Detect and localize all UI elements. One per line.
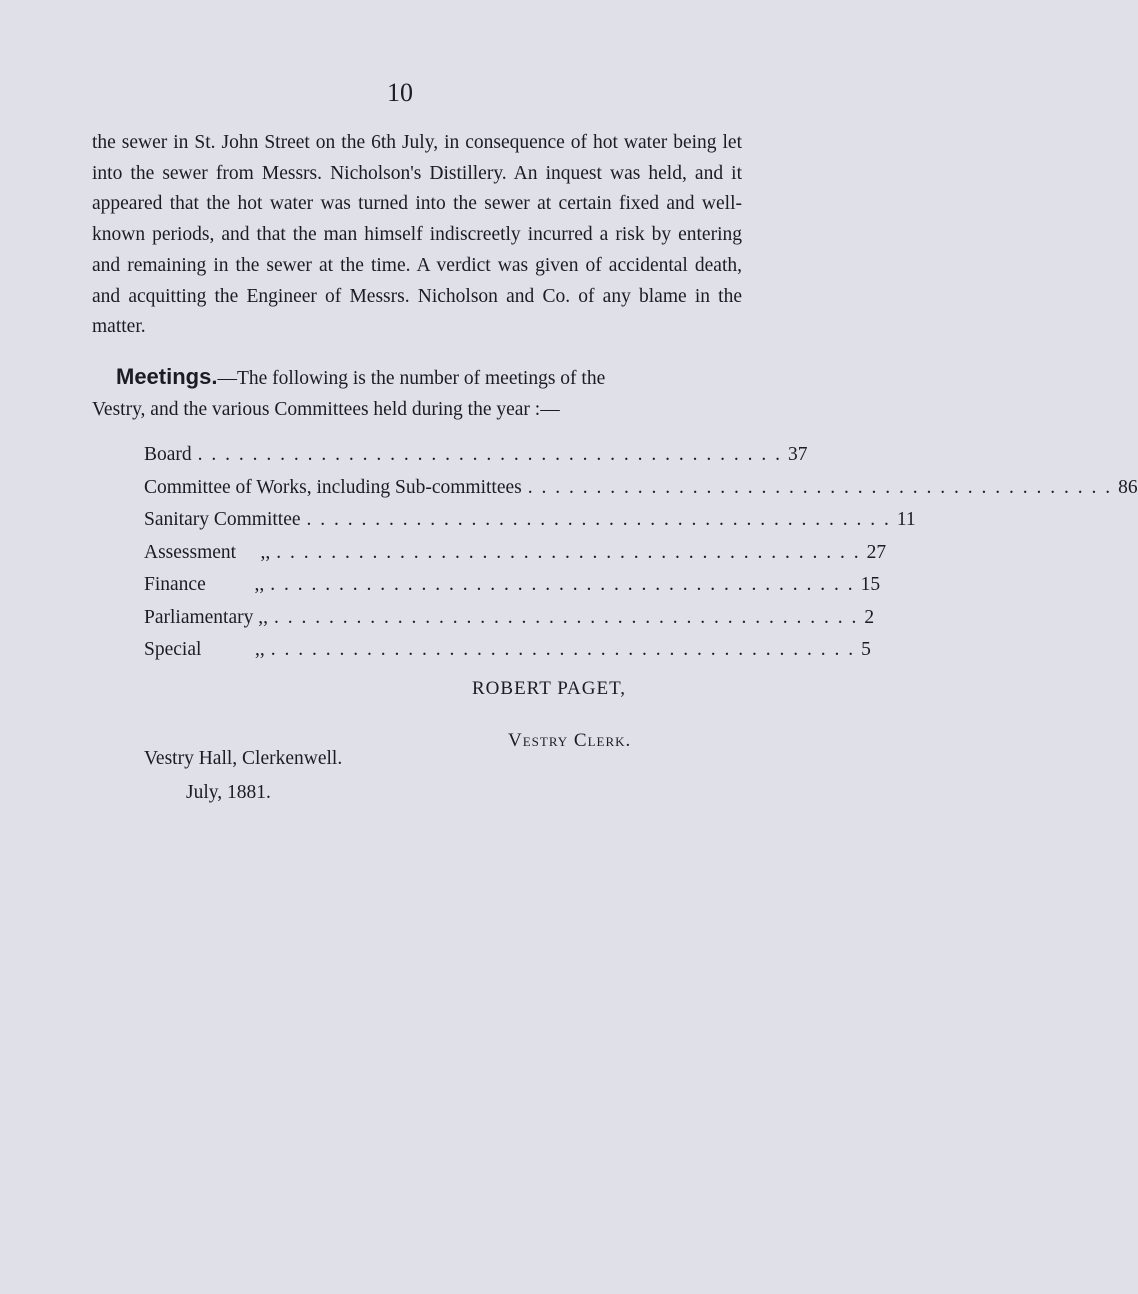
meeting-count: 5 bbox=[861, 639, 871, 660]
meetings-intro-line1: —The following is the number of meetings of the bbox=[217, 368, 606, 389]
meetings-heading: Meetings. bbox=[116, 364, 218, 389]
meetings-intro-line2: Vestry, and the various Committees held during the year :— bbox=[92, 398, 560, 420]
meeting-label: Committee of Works, including Sub-committees bbox=[144, 476, 522, 498]
page-number: 10 bbox=[387, 78, 413, 107]
list-item bbox=[144, 606, 875, 640]
meeting-count: 15 bbox=[860, 574, 881, 595]
list-item bbox=[144, 639, 871, 672]
list-item bbox=[144, 476, 1138, 510]
body-paragraph: the sewer in St. John Street on the 6th July, in consequence of hot water being let into the sewer from Messrs. Nicholson's Distillery. An inquest was held, and it appeared that the hot water was turned into the sewer at certain fixed and well-known periods, and that the man himself indiscreetly incurred a risk by entering and remaining in the sewer at the time. A verdict was given of accidental death, and acquitting the Engineer of Messrs. Nicholson and Co. of any blame in the matter. bbox=[92, 132, 742, 338]
list-item bbox=[144, 509, 916, 542]
meeting-label: Finance ,, bbox=[144, 574, 265, 595]
place-line: Vestry Hall, Clerkenwell. bbox=[144, 748, 343, 769]
list-item bbox=[144, 574, 881, 607]
meetings-first-line bbox=[92, 362, 742, 395]
meeting-count: 11 bbox=[896, 509, 916, 530]
meeting-label: Assessment ,, bbox=[144, 541, 271, 563]
leader-dots: . . . . . . . . . . . . . . . . . . . . . . . . . . . . . . . . . . . . . . . . . . . bbox=[306, 509, 891, 530]
leader-dots: . . . . . . . . . . . . . . . . . . . . . . . . . . . . . . . . . . . . . . . . . . . bbox=[276, 541, 861, 563]
leader-dots: . . . . . . . . . . . . . . . . . . . . . . . . . . . . . . . . . . . . . . . . . . . bbox=[270, 639, 856, 660]
meeting-label: Sanitary Committee bbox=[144, 509, 301, 530]
leader-dots: . . . . . . . . . . . . . . . . . . . . . . . . . . . . . . . . . . . . . . . . . . . bbox=[527, 476, 1113, 498]
meeting-label: Special ,, bbox=[144, 639, 265, 660]
signatory-name: ROBERT PAGET, bbox=[472, 678, 627, 699]
leader-dots: . . . . . . . . . . . . . . . . . . . . . . . . . . . . . . . . . . . . . . . . . . . bbox=[274, 606, 859, 628]
meeting-label: Parliamentary ,, bbox=[144, 606, 268, 628]
date-line: July, 1881. bbox=[186, 782, 271, 803]
signatory-title: Vestry Clerk. bbox=[508, 730, 632, 751]
meeting-count: 86 bbox=[1118, 476, 1138, 498]
list-item bbox=[144, 444, 808, 477]
leader-dots: . . . . . . . . . . . . . . . . . . . . . . . . . . . . . . . . . . . . . . . . . . . bbox=[270, 574, 855, 595]
meetings-list bbox=[144, 444, 1138, 672]
leader-dots: . . . . . . . . . . . . . . . . . . . . . . . . . . . . . . . . . . . . . . . . . . . bbox=[197, 444, 783, 465]
list-item bbox=[144, 541, 887, 575]
meeting-count: 37 bbox=[788, 444, 808, 465]
meeting-count: 27 bbox=[866, 541, 887, 563]
meeting-label: Board bbox=[144, 444, 192, 465]
meetings-paragraph bbox=[92, 362, 742, 425]
meeting-count: 2 bbox=[864, 606, 875, 628]
